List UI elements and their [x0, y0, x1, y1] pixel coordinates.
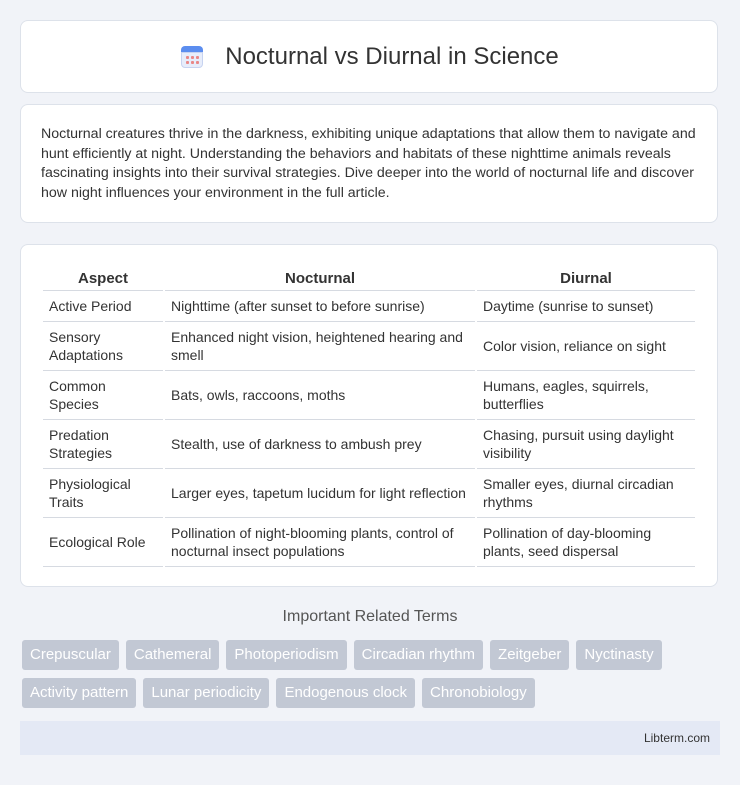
- table-cell: Chasing, pursuit using daylight visibility: [477, 420, 695, 469]
- related-terms-list: [22, 640, 722, 708]
- page-title: Nocturnal vs Diurnal in Science: [225, 42, 559, 70]
- term-tag[interactable]: Nyctinasty: [576, 640, 661, 670]
- term-tag[interactable]: Zeitgeber: [490, 640, 569, 670]
- table-cell: Pollination of night-blooming plants, control of nocturnal insect populations: [165, 518, 475, 567]
- term-tag[interactable]: Endogenous clock: [276, 678, 415, 708]
- table-cell: Nighttime (after sunset to before sunrise): [165, 291, 475, 322]
- footer-site-link[interactable]: Libterm.com: [643, 731, 710, 745]
- table-header-row: [43, 267, 695, 291]
- comparison-card: [20, 244, 718, 587]
- term-tag[interactable]: Photoperiodism: [226, 640, 346, 670]
- column-header-diurnal: Diurnal: [477, 267, 695, 291]
- table-cell: Bats, owls, raccoons, moths: [165, 371, 475, 420]
- table-cell: Active Period: [43, 291, 163, 322]
- table-row: [43, 518, 695, 567]
- term-tag[interactable]: Cathemeral: [126, 640, 220, 670]
- table-cell: Predation Strategies: [43, 420, 163, 469]
- table-cell: Stealth, use of darkness to ambush prey: [165, 420, 475, 469]
- table-cell: Common Species: [43, 371, 163, 420]
- table-cell: Enhanced night vision, heightened hearing and smell: [165, 322, 475, 371]
- table-cell: Sensory Adaptations: [43, 322, 163, 371]
- intro-card: [20, 104, 718, 223]
- term-tag[interactable]: Chronobiology: [422, 678, 535, 708]
- term-tag[interactable]: Crepuscular: [22, 640, 119, 670]
- table-cell: Humans, eagles, squirrels, butterflies: [477, 371, 695, 420]
- footer: [20, 721, 720, 755]
- table-row: [43, 371, 695, 420]
- table-cell: Color vision, reliance on sight: [477, 322, 695, 371]
- header-card: [20, 20, 718, 93]
- table-cell: Daytime (sunrise to sunset): [477, 291, 695, 322]
- intro-text: Nocturnal creatures thrive in the darkness, exhibiting unique adaptations that allow them to navigate and hunt efficiently at night. Understanding the behaviors and habitats of these nighttime animals reveals fascinating insights into their survival strategies. Dive deeper into the world of nocturnal life and discover how night influences your environment in the full article.: [41, 126, 696, 201]
- term-tag[interactable]: Lunar periodicity: [143, 678, 269, 708]
- comparison-table: [41, 267, 697, 567]
- table-cell: Ecological Role: [43, 518, 163, 567]
- table-cell: Smaller eyes, diurnal circadian rhythms: [477, 469, 695, 518]
- table-row: [43, 291, 695, 322]
- table-row: [43, 469, 695, 518]
- table-row: [43, 420, 695, 469]
- calendar-icon: [179, 44, 205, 70]
- term-tag[interactable]: Activity pattern: [22, 678, 136, 708]
- related-terms-title: Important Related Terms: [282, 608, 458, 625]
- table-row: [43, 322, 695, 371]
- term-tag[interactable]: Circadian rhythm: [354, 640, 483, 670]
- table-cell: Pollination of day-blooming plants, seed dispersal: [477, 518, 695, 567]
- column-header-nocturnal: Nocturnal: [165, 267, 475, 291]
- table-cell: Larger eyes, tapetum lucidum for light reflection: [165, 469, 475, 518]
- column-header-aspect: Aspect: [43, 267, 163, 291]
- table-cell: Physiological Traits: [43, 469, 163, 518]
